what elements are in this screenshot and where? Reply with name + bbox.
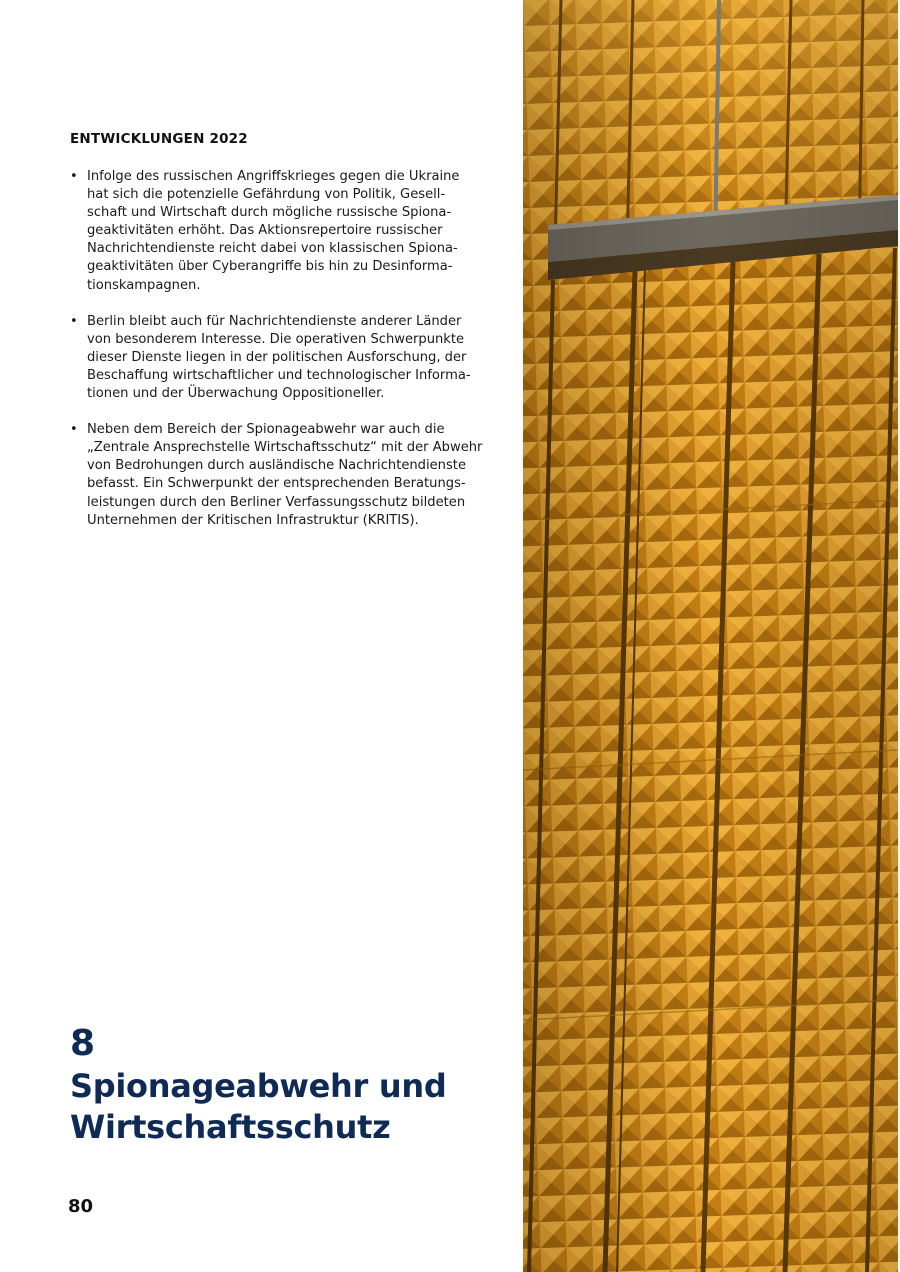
bullet-item bbox=[70, 313, 471, 403]
bullet-dot-icon: • bbox=[70, 313, 78, 329]
bullet-text-line: Beschaffung wirtschaftlicher und technologischer Informa- bbox=[87, 367, 471, 383]
bullet-dot-icon: • bbox=[70, 422, 78, 438]
bullet-text-line: von besonderem Interesse. Die operativen Schwerpunkte bbox=[87, 331, 465, 347]
bullet-text-line: von Bedrohungen durch ausländische Nachrichtendienste bbox=[87, 458, 466, 474]
facade-image bbox=[523, 0, 898, 1272]
bullet-text-line: Nachrichtendienste reicht dabei von klassischen Spiona- bbox=[87, 241, 458, 257]
bullet-text-line: dieser Dienste liegen in der politischen Ausforschung, der bbox=[87, 349, 467, 365]
bullet-item bbox=[70, 168, 460, 295]
bullet-text-line: hat sich die potenzielle Gefährdung von Politik, Gesell- bbox=[87, 187, 446, 203]
bullet-list bbox=[70, 168, 483, 548]
bullet-text-line: Neben dem Bereich der Spionageabwehr war auch die bbox=[87, 422, 445, 438]
section-heading: ENTWICKLUNGEN 2022 bbox=[70, 131, 248, 147]
bullet-text-line: schaft und Wirtschaft durch mögliche russische Spiona- bbox=[87, 205, 452, 221]
bullet-text-line: Infolge des russischen Angriffskrieges gegen die Ukraine bbox=[87, 169, 460, 184]
bullet-text-line: geaktivitäten erhöht. Das Aktionsrepertoire russischer bbox=[87, 223, 443, 239]
bullet-text-line: geaktivitäten über Cyberangriffe bis hin zu Desinforma- bbox=[87, 259, 453, 275]
bullet-text-line: befasst. Ein Schwerpunkt der entsprechenden Beratungs- bbox=[87, 476, 466, 492]
bullet-item bbox=[70, 421, 483, 530]
chapter-title-line: Spionageabwehr und bbox=[70, 1067, 447, 1105]
bullet-text-line: leistungen durch den Berliner Verfassungsschutz bildeten bbox=[87, 494, 466, 510]
chapter-number: 8 bbox=[70, 1023, 96, 1064]
chapter-heading bbox=[70, 1022, 446, 1148]
bullet-text-line: Unternehmen der Kritischen Infrastruktur (KRITIS). bbox=[87, 512, 419, 528]
bullet-text-line: Berlin bleibt auch für Nachrichtendienste anderer Länder bbox=[87, 313, 462, 329]
page-number: 80 bbox=[68, 1196, 94, 1217]
bullet-text-line: tionskampagnen. bbox=[87, 277, 201, 293]
facade-photo bbox=[523, 0, 898, 1272]
bullet-dot-icon: • bbox=[70, 169, 78, 184]
bullet-text-line: „Zentrale Ansprechstelle Wirtschaftsschutz“ mit der Abwehr bbox=[87, 440, 483, 456]
chapter-title-line: Wirtschaftsschutz bbox=[70, 1108, 391, 1146]
bullet-text-line: tionen und der Überwachung Oppositioneller. bbox=[87, 386, 385, 402]
